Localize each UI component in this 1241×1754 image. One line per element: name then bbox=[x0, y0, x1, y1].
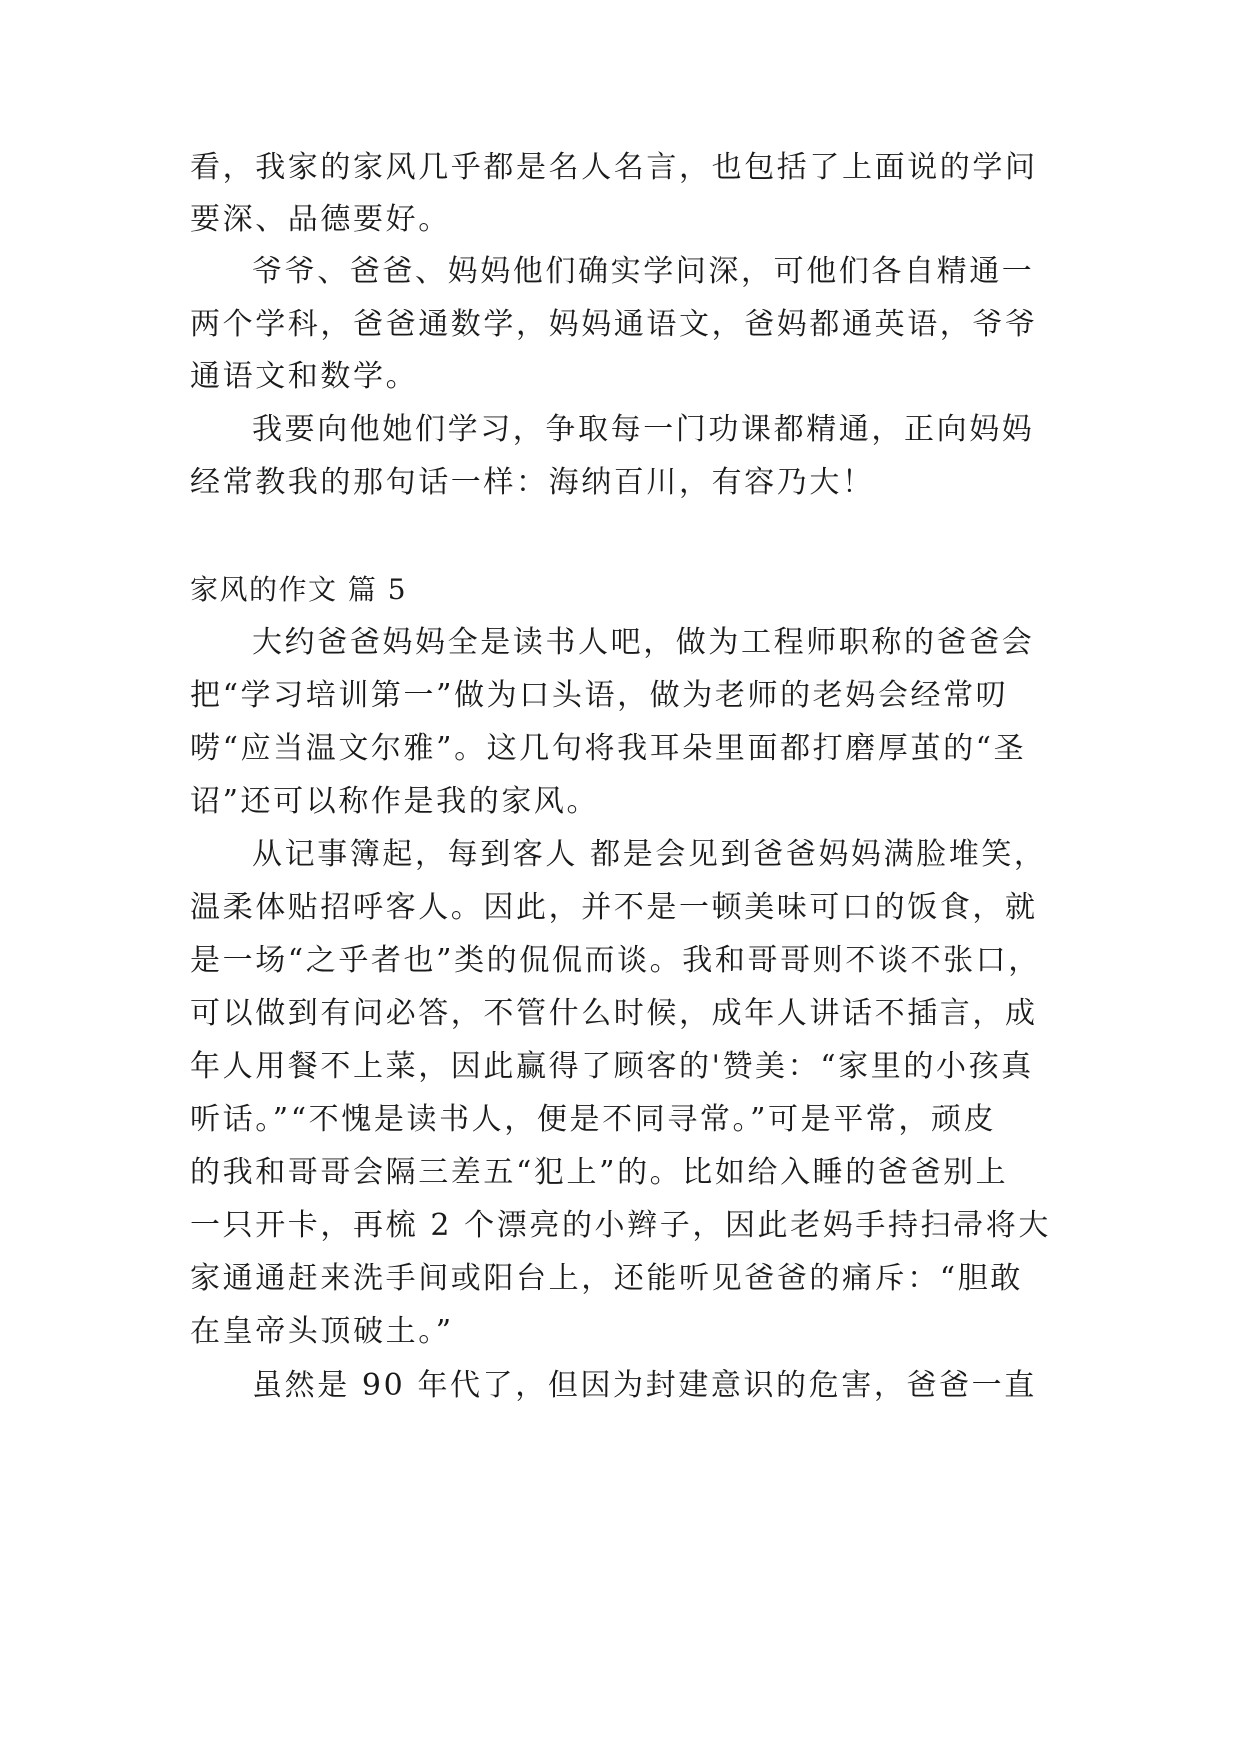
paragraph-line: 从记事簿起，每到客人 都是会见到爸爸妈妈满脸堆笑， bbox=[252, 837, 1047, 872]
section-heading: 家风的作文 篇 5 bbox=[190, 573, 408, 606]
paragraph-line: 我要向他她们学习，争取每一门功课都精通，正向妈妈 bbox=[252, 412, 1035, 447]
paragraph-line: 年人用餐不上菜，因此赢得了顾客的'赞美：“家里的小孩真 bbox=[190, 1049, 1034, 1084]
paragraph-line: 诏”还可以称作是我的家风。 bbox=[190, 784, 600, 819]
paragraph-line: 虽然是 90 年代了，但因为封建意识的危害，爸爸一直 bbox=[252, 1368, 1037, 1403]
paragraph-line: 经常教我的那句话一样：海纳百川，有容乃大！ bbox=[190, 465, 875, 500]
paragraph-line: 一只开卡，再梳 2 个漂亮的小辫子，因此老妈手持扫帚将大 bbox=[190, 1208, 1051, 1243]
paragraph-line: 听话。”“不愧是读书人，便是不同寻常。”可是平常，顽皮 bbox=[190, 1102, 997, 1137]
paragraph-line: 大约爸爸妈妈全是读书人吧，做为工程师职称的爸爸会 bbox=[252, 625, 1035, 660]
paragraph-line: 是一场“之乎者也”类的侃侃而谈。我和哥哥则不谈不张口， bbox=[190, 943, 1041, 978]
paragraph-line: 两个学科，爸爸通数学，妈妈通语文，爸妈都通英语，爷爷 bbox=[190, 307, 1038, 342]
paragraph-line: 把“学习培训第一”做为口头语，做为老师的老妈会经常叨 bbox=[190, 678, 1009, 713]
paragraph-line: 家通通赶来洗手间或阳台上，还能听见爸爸的痛斥：“胆敢 bbox=[190, 1261, 1023, 1296]
paragraph-line: 通语文和数学。 bbox=[190, 359, 419, 394]
paragraph-line: 在皇帝头顶破土。” bbox=[190, 1314, 454, 1349]
paragraph-line: 爷爷、爸爸、妈妈他们确实学问深，可他们各自精通一 bbox=[252, 254, 1035, 289]
paragraph-line: 唠“应当温文尔雅”。这几句将我耳朵里面都打磨厚茧的“圣 bbox=[190, 731, 1027, 766]
paragraph-line: 看，我家的家风几乎都是名人名言，也包括了上面说的学问 bbox=[190, 150, 1038, 185]
paragraph-line: 的我和哥哥会隔三差五“犯上”的。比如给入睡的爸爸别上 bbox=[190, 1155, 1009, 1190]
paragraph-line: 要深、品德要好。 bbox=[190, 202, 451, 237]
paragraph-line: 温柔体贴招呼客人。因此，并不是一顿美味可口的饭食，就 bbox=[190, 890, 1038, 925]
paragraph-line: 可以做到有问必答，不管什么时候，成年人讲话不插言，成 bbox=[190, 996, 1038, 1031]
